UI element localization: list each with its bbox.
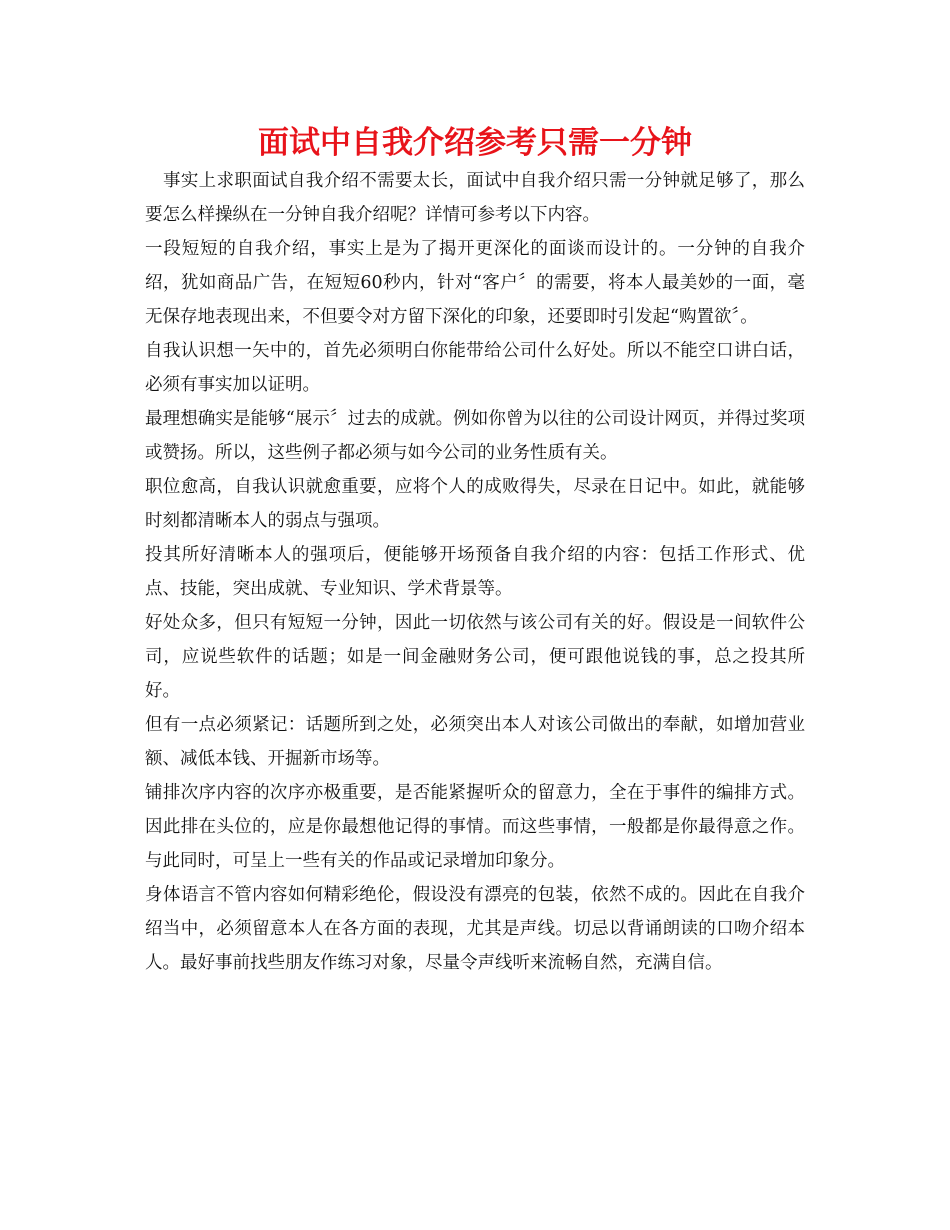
paragraph-benefits: 好处众多，但只有短短一分钟，因此一切依然与该公司有关的好。假设是一间软件公司，应说些软件的话题；如是一间金融财务公司，便可跟他说钱的事，总之投其所好。 (145, 613, 805, 701)
paragraph-intro: 事实上求职面试自我介绍不需要太长，面试中自我介绍只需一分钟就足够了，那么要怎么样操纵在一分钟自我介绍呢？详情可参考以下内容。 (145, 171, 805, 225)
document-title: 面试中自我介绍参考只需一分钟 (258, 125, 692, 161)
document-body (145, 164, 805, 980)
paragraph-body-language: 身体语言不管内容如何精彩绝伦，假设没有漂亮的包装，依然不成的。因此在自我介绍当中，必须留意本人在各方面的表现，尤其是声线。切忌以背诵朗读的口吻介绍本人。最好事前找些朋友作练习对象，尽量令声线听来流畅自然，充满自信。 (145, 885, 805, 973)
paragraph-contribution: 但有一点必须紧记：话题所到之处，必须突出本人对该公司做出的奉献，如增加营业额、减低本钱、开掘新市场等。 (145, 715, 805, 769)
paragraph-position: 职位愈高，自我认识就愈重要，应将个人的成败得失，尽录在日记中。如此，就能够时刻都清晰本人的弱点与强项。 (145, 477, 805, 531)
paragraph-achievements: 最理想确实是能够“展示〞过去的成就。例如你曾为以往的公司设计网页，并得过奖项或赞扬。所以，这些例子都必须与如今公司的业务性质有关。 (145, 409, 805, 463)
paragraph-ordering: 铺排次序内容的次序亦极重要，是否能紧握听众的留意力，全在于事件的编排方式。因此排在头位的，应是你最想他记得的事情。而这些事情，一般都是你最得意之作。与此同时，可呈上一些有关的作品或记录增加印象分。 (145, 783, 805, 871)
paragraph-strengths: 投其所好清晰本人的强项后，便能够开场预备自我介绍的内容：包括工作形式、优点、技能，突出成就、专业知识、学术背景等。 (145, 545, 805, 599)
paragraph-short-intro: 一段短短的自我介绍，事实上是为了揭开更深化的面谈而设计的。一分钟的自我介绍，犹如商品广告，在短短60秒内，针对“客户〞的需要，将本人最美妙的一面，毫无保存地表现出来，不但要令对方留下深化的印象，还要即时引发起“购置欲〞。 (145, 239, 805, 327)
paragraph-self-awareness: 自我认识想一矢中的，首先必须明白你能带给公司什么好处。所以不能空口讲白话，必须有事实加以证明。 (145, 341, 805, 395)
